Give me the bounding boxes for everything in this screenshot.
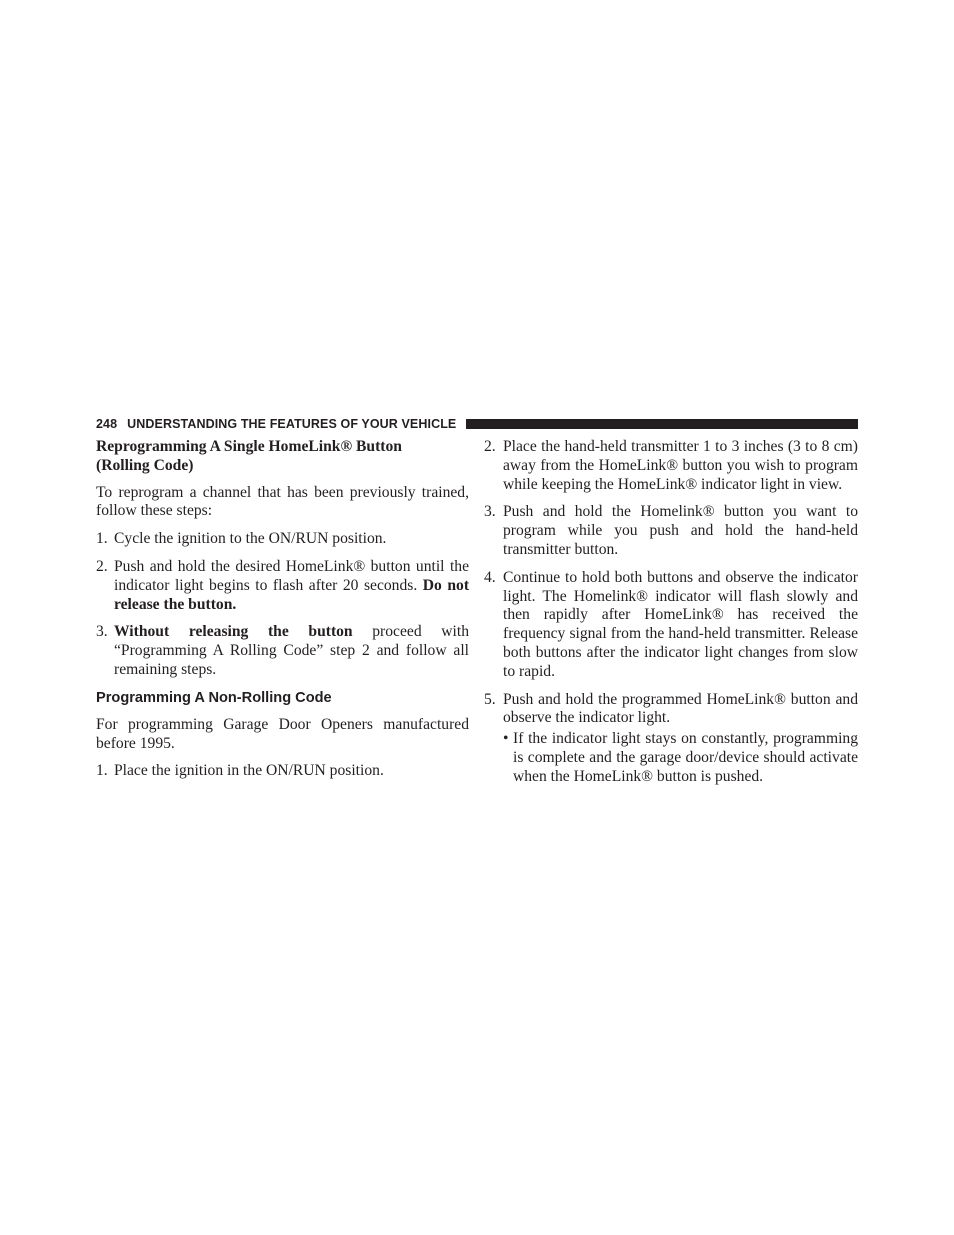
- item-text-container: [114, 623, 469, 679]
- item-bold-text: Do not release the button.: [114, 576, 470, 613]
- item-number: 4.: [484, 568, 496, 586]
- item-text: Push and hold the Homelink® button you want to program while you push and hold the hand-held transmitter button.: [503, 503, 858, 558]
- heading-line-2: (Rolling Code): [96, 456, 194, 474]
- list-item: [96, 623, 469, 679]
- header-rule: [466, 419, 858, 429]
- list-item: [484, 438, 858, 494]
- list-item: [484, 503, 858, 559]
- heading-reprogramming: [96, 438, 469, 476]
- item-text: Place the ignition in the ON/RUN position.: [114, 762, 384, 780]
- item-number: 3.: [96, 623, 108, 641]
- bullet-icon: •: [503, 730, 509, 748]
- page-header: [96, 416, 858, 432]
- item-number: 1.: [96, 762, 108, 780]
- intro-paragraph: To reprogram a channel that has been previously trained, follow these steps:: [96, 483, 469, 520]
- item-number: 3.: [484, 503, 496, 521]
- item-text: Cycle the ignition to the ON/RUN position.: [114, 530, 387, 548]
- page-number: 248: [96, 417, 118, 431]
- list-item: [96, 558, 469, 614]
- section-title: UNDERSTANDING THE FEATURES OF YOUR VEHICLE: [127, 417, 457, 431]
- item-number: 2.: [484, 438, 496, 455]
- heading-line-1: Reprogramming A Single HomeLink® Button: [96, 438, 402, 455]
- item-text: Push and hold the desired HomeLink® button until the indicator light begins to flash after 20 seconds.: [114, 557, 469, 594]
- item-bold-text: Without releasing the button: [114, 623, 353, 641]
- item-text: Push and hold the programmed HomeLink® button and observe the indicator light.: [503, 690, 858, 727]
- heading-non-rolling: Programming A Non-Rolling Code: [96, 689, 332, 706]
- item-text: Place the hand-held transmitter 1 to 3 inches (3 to 8 cm) away from the HomeLink® button you wish to program while keeping the HomeLink® indicator light in view.: [503, 438, 858, 493]
- intro-paragraph-2: For programming Garage Door Openers manufactured before 1995.: [96, 715, 469, 752]
- item-text: Continue to hold both buttons and observe the indicator light. The Homelink® indicator will flash slowly and then rapidly after HomeLink® has received the frequency signal from the hand-held transmitter. Release both buttons after the indicator light changes from slow to rapid.: [503, 568, 858, 680]
- bullet-text: If the indicator light stays on constantly, programming is complete and the garage door/device should activate when the HomeLink® button is pushed.: [513, 730, 858, 785]
- item-number: 5.: [484, 690, 496, 708]
- list-item: [96, 530, 469, 549]
- item-text-container: [114, 558, 469, 614]
- item-text: proceed with “Programming A Rolling Code” step 2 and follow all remaining steps.: [114, 623, 469, 678]
- item-number: 1.: [96, 530, 108, 548]
- right-column: [484, 438, 858, 787]
- item-number: 2.: [96, 557, 108, 575]
- bullet-item: [503, 730, 858, 786]
- list-item: [484, 691, 858, 729]
- list-item: [96, 762, 469, 781]
- list-item: [484, 569, 858, 682]
- left-column: [96, 438, 469, 790]
